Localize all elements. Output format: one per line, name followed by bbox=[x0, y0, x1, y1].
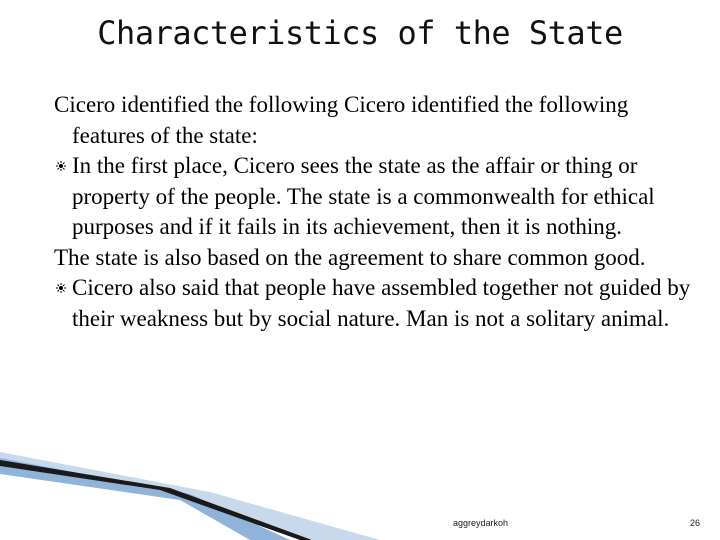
paragraph-common-good bbox=[54, 243, 694, 274]
paragraph-text: The state is also based on the agreement to share common good. bbox=[54, 244, 646, 270]
paragraph-intro bbox=[54, 90, 694, 151]
paragraph-text: In the first place, Cicero sees the state as the affair or thing or property of the people. The state is a commonwealth for ethical purposes and if it fails in its achievement, then it is nothing. bbox=[72, 153, 655, 239]
decorative-swoosh bbox=[0, 440, 720, 540]
bullet-item-social-nature bbox=[54, 273, 694, 334]
bullet-item-state-as-property bbox=[54, 151, 694, 243]
paragraph-text: Cicero identified the following Cicero identified the following features of the state: bbox=[54, 92, 629, 148]
sunburst-bullet-icon bbox=[56, 283, 66, 293]
swoosh-dark-band bbox=[0, 460, 312, 540]
footer-author: aggreydarkoh bbox=[453, 518, 509, 528]
slide-title: Characteristics of the State bbox=[97, 14, 623, 52]
page-number: 26 bbox=[690, 518, 701, 528]
paragraph-text: Cicero also said that people have assembled together not guided by their weakness but by social nature. Man is not a solitary animal. bbox=[72, 275, 691, 331]
sunburst-bullet-icon bbox=[56, 161, 66, 171]
slide-body bbox=[54, 90, 694, 334]
